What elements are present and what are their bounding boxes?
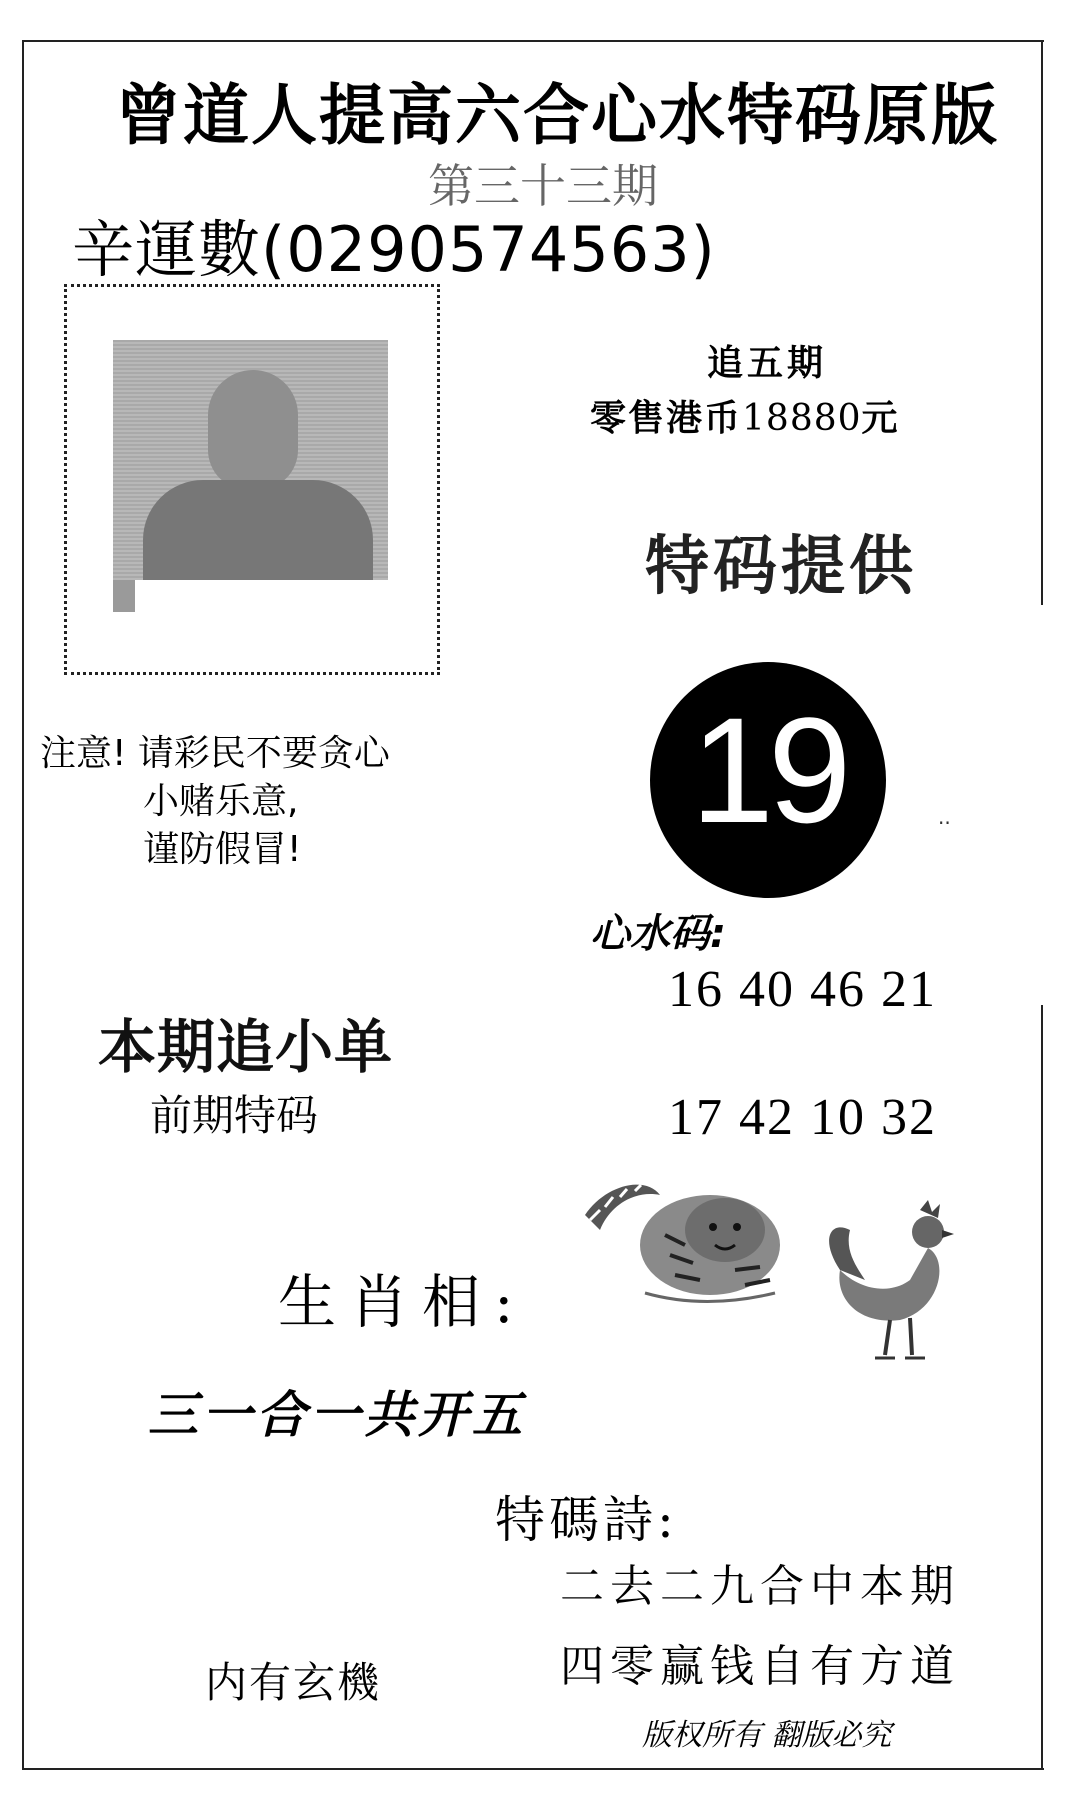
heart-number: 42 (739, 1089, 795, 1146)
zodiac-label: 生肖相: (278, 1268, 528, 1336)
small-bet-title: 本期追小单 (98, 1013, 394, 1081)
notice-line-1: 注意! 请彩民不要贪心 (40, 733, 390, 774)
notice-line-3: 谨防假冒! (143, 829, 302, 870)
page-border-right-top (1041, 40, 1043, 605)
heart-number: 17 (668, 1089, 724, 1146)
heart-number: 21 (881, 961, 937, 1018)
heart-number: 40 (739, 961, 795, 1018)
portrait-tab (113, 580, 135, 612)
special-number-ball (650, 662, 886, 898)
tiger-icon (575, 1175, 790, 1315)
issue-number: 第三十三期 (428, 159, 658, 213)
heart-number: 10 (810, 1089, 866, 1146)
portrait-photo (113, 340, 388, 580)
heart-numbers-row-2 (668, 1088, 937, 1147)
poem-label: 特碼詩: (495, 1491, 678, 1549)
retail-price-value: 18880 (742, 398, 862, 439)
special-number: 19 (690, 686, 846, 854)
notice-line-2: 小赌乐意, (143, 781, 299, 822)
small-bet-subtitle: 前期特码 (150, 1091, 319, 1140)
trailing-dots: .. (938, 805, 951, 829)
retail-price (590, 390, 900, 441)
copyright-notice: 版权所有 翻版必究 (642, 1718, 892, 1753)
special-code-heading: 特码提供 (645, 530, 917, 604)
retail-price-label: 零售港币 (590, 398, 743, 439)
heart-number: 32 (881, 1089, 937, 1146)
page-title: 曾道人提高六合心水特码原版 (115, 77, 999, 154)
rooster-icon (820, 1200, 960, 1365)
heart-numbers-label: 心水码: (590, 911, 726, 957)
secret-hint: 内有玄機 (205, 1658, 382, 1707)
heart-number: 46 (810, 961, 866, 1018)
portrait-body (143, 480, 373, 580)
heart-number: 16 (668, 961, 724, 1018)
notice-block (40, 730, 390, 874)
poem-line-1: 二去二九合中本期 (560, 1561, 960, 1612)
combo-text: 三一合一共开五 (148, 1386, 526, 1444)
page-border-right-bottom (1041, 1005, 1043, 1768)
heart-numbers-row-1 (668, 960, 937, 1019)
chase-periods: 追五期 (707, 343, 828, 384)
portrait-head (208, 370, 298, 490)
poem-line-2: 四零赢钱自有方道 (560, 1641, 960, 1692)
lucky-numbers: 辛運數(0290574563) (72, 213, 716, 286)
retail-price-unit: 元 (861, 398, 900, 439)
